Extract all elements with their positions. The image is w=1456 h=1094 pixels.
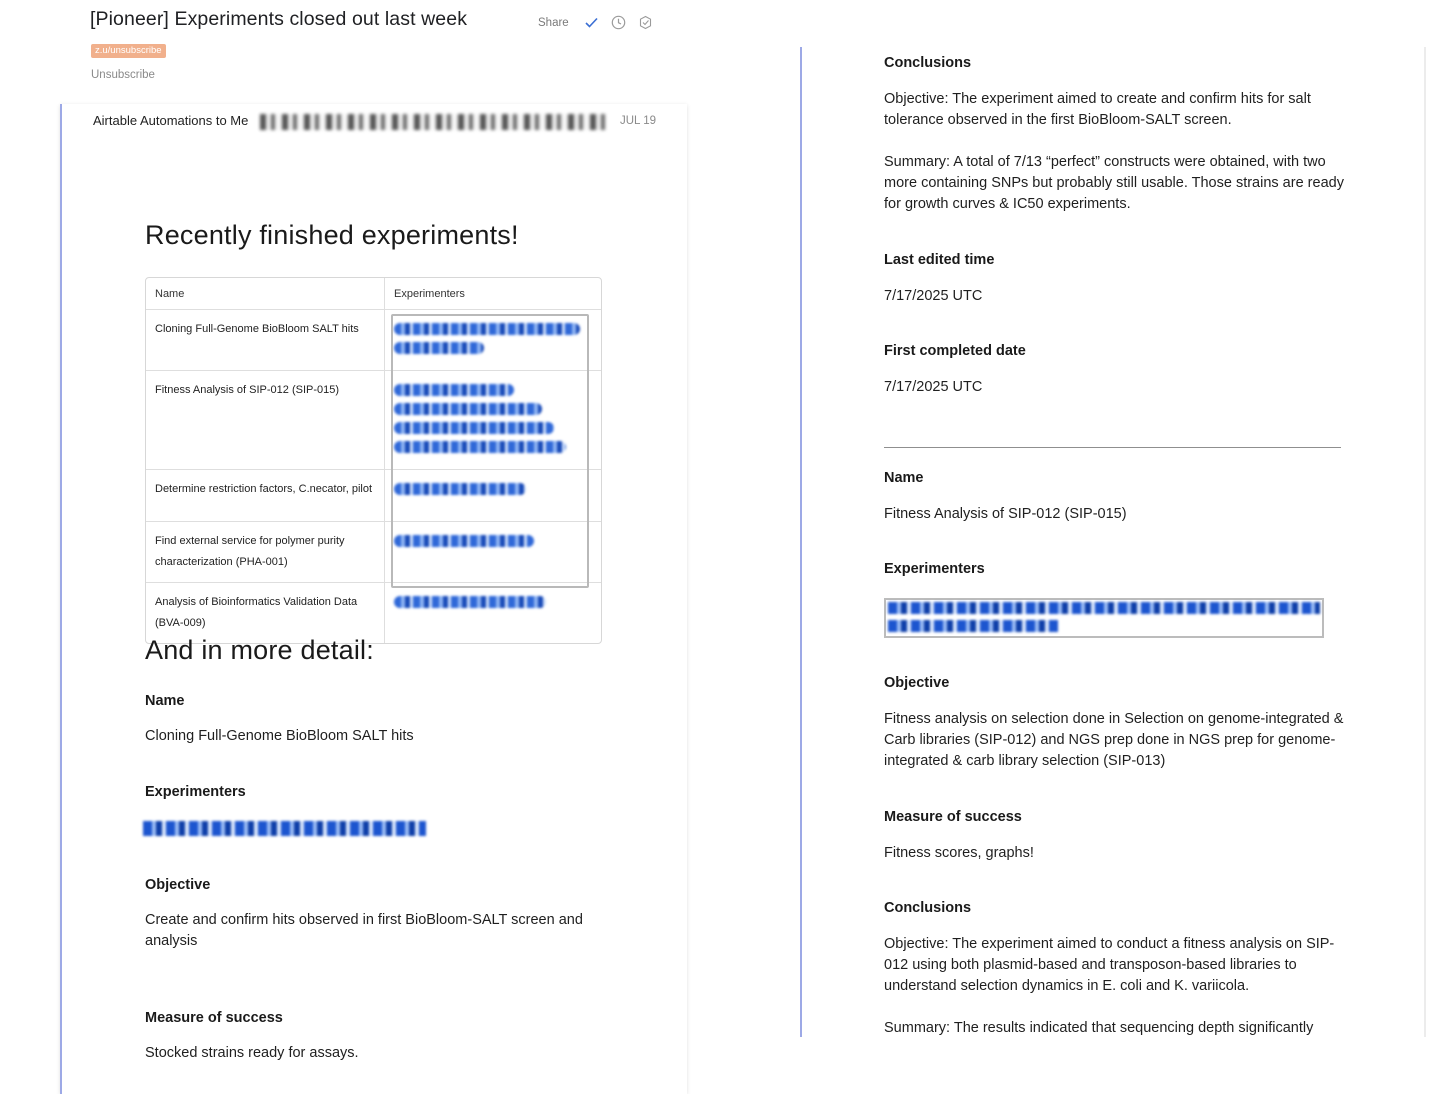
table-cell-name: Determine restriction factors, C.necator, pilot <box>146 470 385 522</box>
email-card <box>60 104 687 1094</box>
conclusions-summary: Summary: A total of 7/13 “perfect” constructs were obtained, with two more containing SNPs but probably still usable. Those strains are ready for growth curves & IC50 experiments. <box>884 154 1344 212</box>
table-cell-experimenters <box>385 371 601 470</box>
table-row <box>146 583 601 643</box>
redacted-experimenter <box>394 403 542 415</box>
clock-icon[interactable] <box>610 14 627 31</box>
table-cell-name: Fitness Analysis of SIP-012 (SIP-015) <box>146 371 385 470</box>
experiment-name-2: Fitness Analysis of SIP-012 (SIP-015) <box>884 506 1127 522</box>
table-cell-experimenters <box>385 583 601 643</box>
redacted-experimenter <box>394 342 484 354</box>
measure-label: Measure of success <box>145 1010 283 1026</box>
table-cell-name: Analysis of Bioinformatics Validation Data (BVA-009) <box>146 583 385 643</box>
measure-text-2: Fitness scores, graphs! <box>884 845 1034 861</box>
measure-text: Stocked strains ready for assays. <box>145 1045 359 1061</box>
check-icon[interactable] <box>583 14 600 31</box>
redacted-experimenter <box>394 422 554 434</box>
objective-label-2: Objective <box>884 675 950 691</box>
sender-redacted <box>260 114 606 130</box>
experimenters-box-2 <box>884 598 1324 638</box>
redacted-experimenters <box>143 821 426 836</box>
table-cell-experimenters <box>385 310 601 371</box>
objective-text-2: Fitness analysis on selection done in Selection on genome-integrated & Carb libraries (SIP-012) and NGS prep done in NGS prep for genome-integrated & carb library selection (SIP-013) <box>884 711 1344 769</box>
snooze-icon[interactable] <box>637 14 654 31</box>
conclusions-summary-2: Summary: The results indicated that sequencing depth significantly <box>884 1020 1314 1036</box>
redacted-experimenter <box>394 596 546 608</box>
last-edited-label: Last edited time <box>884 252 995 268</box>
table-header-name: Name <box>146 278 385 310</box>
detail-heading: And in more detail: <box>145 635 374 665</box>
conclusions-label-2: Conclusions <box>884 900 972 916</box>
redacted-experimenters <box>888 602 1320 614</box>
first-completed-value: 7/17/2025 UTC <box>884 379 983 395</box>
experimenters-label-2: Experimenters <box>884 561 985 577</box>
name-label-2: Name <box>884 470 924 486</box>
share-button[interactable]: Share <box>538 16 569 29</box>
objective-label: Objective <box>145 877 211 893</box>
sender-line: Airtable Automations to Me <box>93 113 249 128</box>
redacted-experimenter <box>394 535 534 547</box>
email-date: JUL 19 <box>620 115 657 127</box>
table-header-row <box>146 278 601 310</box>
first-completed-label: First completed date <box>884 343 1026 359</box>
panel-edge <box>1424 47 1426 1037</box>
last-edited-value: 7/17/2025 UTC <box>884 288 983 304</box>
redacted-experimenter <box>394 483 526 495</box>
redacted-experimenter <box>394 441 566 453</box>
table-row <box>146 371 601 470</box>
experiments-table <box>145 277 602 644</box>
page-title: Recently finished experiments! <box>145 220 519 250</box>
redacted-experimenters <box>888 620 1058 632</box>
experimenters-label: Experimenters <box>145 784 246 800</box>
objective-text: Create and confirm hits observed in first BioBloom-SALT screen and analysis <box>145 912 583 949</box>
table-row <box>146 470 601 522</box>
table-header-experimenters: Experimenters <box>385 278 601 310</box>
conclusions-label: Conclusions <box>884 55 972 71</box>
section-divider <box>884 447 1341 448</box>
table-cell-experimenters <box>385 522 601 583</box>
table-row <box>146 522 601 583</box>
conclusions-objective: Objective: The experiment aimed to create and confirm hits for salt tolerance observed in the first BioBloom-SALT screen. <box>884 91 1311 128</box>
experiment-name: Cloning Full-Genome BioBloom SALT hits <box>145 728 414 744</box>
measure-label-2: Measure of success <box>884 809 1022 825</box>
label-chip[interactable]: z.u/unsubscribe <box>91 44 166 58</box>
unsubscribe-link[interactable]: Unsubscribe <box>91 69 155 81</box>
table-row <box>146 310 601 371</box>
redacted-experimenter <box>394 384 514 396</box>
table-cell-experimenters <box>385 470 601 522</box>
name-label: Name <box>145 693 185 709</box>
email-subject: [Pioneer] Experiments closed out last week <box>90 8 468 30</box>
table-cell-name: Cloning Full-Genome BioBloom SALT hits <box>146 310 385 371</box>
redacted-experimenter <box>394 323 580 335</box>
conclusions-objective-2: Objective: The experiment aimed to conduct a fitness analysis on SIP-012 using both plasmid-based and transposon-based libraries to understand selection dynamics in E. coli and K. variicola. <box>884 936 1335 994</box>
email-actions <box>538 14 654 31</box>
table-cell-name: Find external service for polymer purity characterization (PHA-001) <box>146 522 385 583</box>
